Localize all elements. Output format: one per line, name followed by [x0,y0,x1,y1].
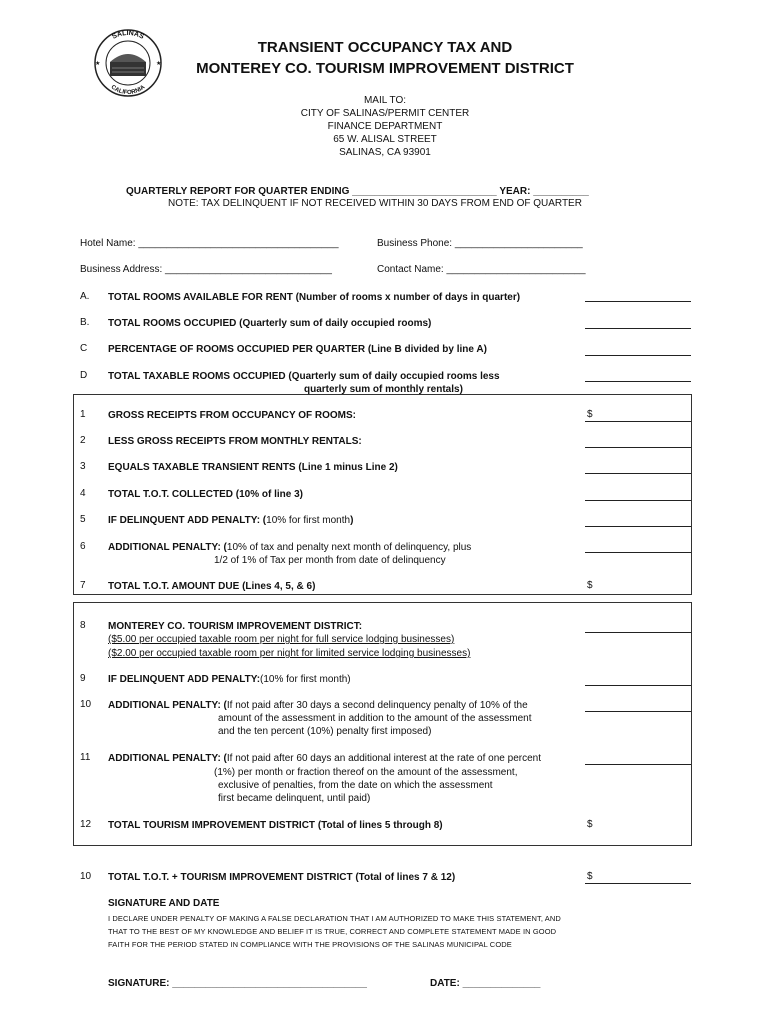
line-3-num: 3 [80,461,86,472]
line-4-text: TOTAL T.O.T. COLLECTED (10% of line 3) [108,489,304,500]
line-3-text: EQUALS TAXABLE TRANSIENT RENTS (Line 1 minus Line 2) [108,462,398,473]
delinquency-note: NOTE: TAX DELINQUENT IF NOT RECEIVED WITHIN 30 DAYS FROM END OF QUARTER [168,198,582,209]
line-2-num: 2 [80,435,86,446]
grand-total-num: 10 [80,871,92,882]
line-11-text4: first became delinquent, until paid) [218,793,371,804]
line-6-text [108,541,471,554]
line-8-text: MONTEREY CO. TOURISM IMPROVEMENT DISTRICT: [108,621,363,632]
declaration-line3: FAITH FOR THE PERIOD STATED IN COMPLIANCE WITH THE PROVISIONS OF THE SALINAS MUNICIPAL CODE [108,940,512,949]
line-11-text2: (1%) per month or fraction thereof on the amount of the assessment, [214,767,518,778]
quarter-ending-field[interactable]: QUARTERLY REPORT FOR QUARTER ENDING __________________________ YEAR: __________ [126,186,589,197]
line-c-input[interactable] [585,355,691,356]
line-5-input[interactable] [585,526,691,527]
line-8-text3: ($2.00 per occupied taxable room per night for limited service lodging businesses) [108,648,471,659]
line-10-bold: ADDITIONAL PENALTY: ( [108,700,227,711]
form-title-line2: MONTEREY CO. TOURISM IMPROVEMENT DISTRICT [196,60,574,77]
line-12-num: 12 [80,819,92,830]
seal-bottom-text: CALIFORNIA [109,84,147,97]
svg-text:★: ★ [95,61,101,67]
line-9-normal: (10% for first month) [260,674,351,685]
line-8-text2: ($5.00 per occupied taxable room per night for full service lodging businesses) [108,634,455,645]
line-10-num: 10 [80,699,92,710]
line-3-input[interactable] [585,473,691,474]
line-2-text: LESS GROSS RECEIPTS FROM MONTHLY RENTALS: [108,436,362,447]
line-a-label: A. [80,291,90,302]
signature-heading: SIGNATURE AND DATE [108,898,220,909]
grand-total-text: TOTAL T.O.T. + TOURISM IMPROVEMENT DISTRICT (Total of lines 7 & 12) [108,872,456,883]
line-9-text [108,673,351,686]
line-d-label: D [80,370,88,381]
mail-to-label: MAIL TO: [363,95,407,106]
address-line4: SALINAS, CA 93901 [339,147,431,158]
contact-name-field[interactable]: Contact Name: _________________________ [377,264,586,275]
line-10-normal: If not paid after 30 days a second delinquency penalty of 10% of the [226,700,528,711]
line-7-num: 7 [80,580,86,591]
line-12-dollar: $ [587,819,593,830]
line-a-text: TOTAL ROOMS AVAILABLE FOR RENT (Number of rooms x number of days in quarter) [108,292,521,303]
line-10-text3: and the ten percent (10%) penalty first imposed) [218,726,432,737]
grand-total-dollar: $ [587,871,593,882]
line-6-num: 6 [80,541,86,552]
line-1-num: 1 [80,409,86,420]
line-8-num: 8 [80,620,86,631]
line-11-bold: ADDITIONAL PENALTY: ( [108,753,227,764]
line-b-label: B. [80,317,90,328]
hotel-name-field[interactable]: Hotel Name: ____________________________________ [80,238,339,249]
line-12-text: TOTAL TOURISM IMPROVEMENT DISTRICT (Total of lines 5 through 8) [108,820,443,831]
line-b-input[interactable] [585,328,691,329]
line-4-input[interactable] [585,500,691,501]
address-line3: 65 W. ALISAL STREET [333,134,437,145]
line-5-normal: 10% for first month [266,515,351,526]
line-9-bold: IF DELINQUENT ADD PENALTY: [108,674,261,685]
grand-total-input[interactable] [585,883,691,884]
line-1-dollar: $ [587,409,593,420]
line-7-dollar: $ [587,580,593,591]
line-11-text3: exclusive of penalties, from the date on which the assessment [218,780,493,791]
address-line1: CITY OF SALINAS/PERMIT CENTER [300,108,470,119]
line-9-input[interactable] [585,685,691,686]
line-a-input[interactable] [585,301,691,302]
line-c-label: C [80,343,88,354]
line-5-num: 5 [80,514,86,525]
line-10-text [108,699,528,712]
line-4-num: 4 [80,488,86,499]
line-d-text: TOTAL TAXABLE ROOMS OCCUPIED (Quarterly sum of daily occupied rooms less [108,371,500,382]
line-1-input[interactable] [585,421,691,422]
line-11-text [108,752,541,765]
line-5-bold: IF DELINQUENT ADD PENALTY: ( [108,515,267,526]
declaration-line2: THAT TO THE BEST OF MY KNOWLEDGE AND BELIEF IT IS TRUE, CORRECT AND COMPLETE STATEMENT MADE IN GOOD [108,927,557,936]
line-6-input[interactable] [585,552,691,553]
line-6-normal: 10% of tax and penalty next month of delinquency, plus [226,542,472,553]
line-10-input[interactable] [585,711,691,712]
line-11-num: 11 [80,752,91,763]
line-d-text2: quarterly sum of monthly rentals) [304,384,463,395]
business-address-field[interactable]: Business Address: ______________________________ [80,264,332,275]
signature-field[interactable]: SIGNATURE: ___________________________________ [108,978,367,989]
line-8-input[interactable] [585,632,691,633]
line-b-text: TOTAL ROOMS OCCUPIED (Quarterly sum of daily occupied rooms) [108,318,432,329]
line-d-input[interactable] [585,381,691,382]
svg-text:CALIFORNIA [110,84,147,96]
svg-text:★: ★ [156,61,162,67]
line-11-input[interactable] [585,764,691,765]
line-2-input[interactable] [585,447,691,448]
line-9-num: 9 [80,673,86,684]
line-c-text: PERCENTAGE OF ROOMS OCCUPIED PER QUARTER (Line B divided by line A) [108,344,487,355]
seal-top-text: SALINAS [111,29,145,41]
date-field[interactable]: DATE: ______________ [430,978,541,989]
line-6-bold: ADDITIONAL PENALTY: ( [108,542,227,553]
address-line2: FINANCE DEPARTMENT [327,121,443,132]
line-5-text [108,514,353,527]
declaration-line1: I DECLARE UNDER PENALTY OF MAKING A FALSE DECLARATION THAT I AM AUTHORIZED TO MAKE THIS STATEMENT, AND [108,914,561,923]
form-title-line1: TRANSIENT OCCUPANCY TAX AND [257,39,513,56]
line-5-close: ) [350,515,354,526]
line-7-text: TOTAL T.O.T. AMOUNT DUE (Lines 4, 5, & 6) [108,581,316,592]
line-10-text2: amount of the assessment in addition to the amount of the assessment [218,713,532,724]
line-6-text2: 1/2 of 1% of Tax per month from date of delinquency [214,555,446,566]
line-11-normal: If not paid after 60 days an additional interest at the rate of one percent [226,753,541,764]
business-phone-field[interactable]: Business Phone: _______________________ [377,238,583,249]
line-1-text: GROSS RECEIPTS FROM OCCUPANCY OF ROOMS: [108,410,356,421]
